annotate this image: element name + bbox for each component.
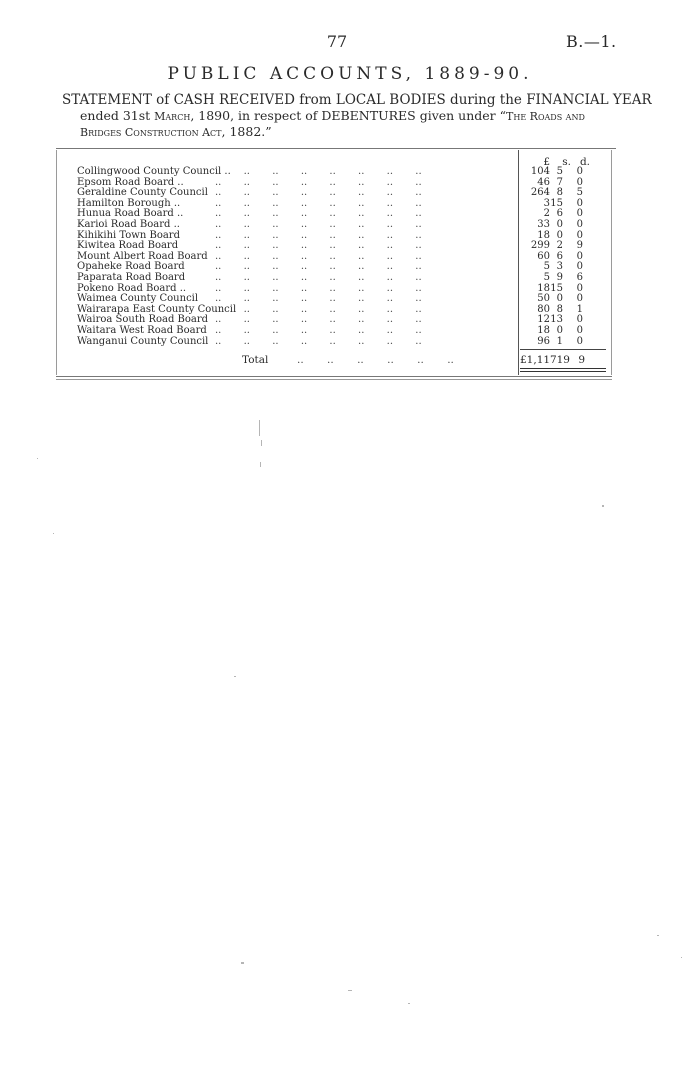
amount-shillings: 8 bbox=[556, 187, 563, 199]
amount-pence: 0 bbox=[576, 229, 583, 241]
local-body-name: Wanganui County Council bbox=[77, 335, 209, 347]
amount-shillings: 2 bbox=[556, 240, 563, 252]
table-row bbox=[77, 337, 617, 348]
amount-shillings: 0 bbox=[556, 229, 563, 241]
amount-pence: 0 bbox=[576, 218, 583, 230]
amount-pounds: 33 bbox=[537, 218, 550, 230]
amount-pence: 0 bbox=[576, 293, 583, 305]
local-body-name: Wairarapa East County Council bbox=[77, 303, 237, 315]
local-body-name: Collingwood County Council .. bbox=[77, 166, 231, 177]
total-shillings: 19 bbox=[556, 354, 570, 366]
leader-dots: .. .. .. .. .. .. .. .. bbox=[215, 198, 422, 209]
amount-pence: 0 bbox=[576, 208, 583, 220]
running-title: PUBLIC ACCOUNTS, 1889-90. bbox=[167, 64, 533, 84]
pounds-column-head: £ bbox=[543, 156, 550, 168]
heading-smallcaps: March bbox=[154, 110, 191, 123]
amount-pence: 0 bbox=[576, 314, 583, 326]
amount-pounds: 60 bbox=[537, 250, 550, 262]
leader-dots: .. .. .. .. .. .. .. .. bbox=[215, 219, 422, 230]
amount-shillings: 0 bbox=[556, 293, 563, 305]
total-row bbox=[77, 354, 617, 366]
heading-line-2 bbox=[62, 108, 622, 124]
amount-pounds: 299 bbox=[530, 240, 550, 252]
leader-dots: .. .. .. .. .. .. .. .. bbox=[215, 315, 422, 326]
amount-pounds: 264 bbox=[530, 187, 550, 199]
amount-pounds: 3 bbox=[543, 197, 550, 209]
heading-line-3 bbox=[62, 124, 622, 140]
amount-pence: 0 bbox=[576, 176, 583, 188]
amount-shillings: 0 bbox=[556, 324, 563, 336]
amount-pence: 0 bbox=[576, 250, 583, 262]
leader-dots: .. .. .. .. .. .. .. .. bbox=[215, 251, 422, 262]
local-body-name: Geraldine County Council bbox=[77, 187, 208, 199]
amount-pence: 0 bbox=[576, 197, 583, 209]
total-double-rule bbox=[520, 371, 606, 372]
amount-pence: 0 bbox=[576, 261, 583, 273]
amount-pounds: 5 bbox=[543, 271, 550, 283]
table-bottom-rule bbox=[56, 376, 612, 377]
amount-shillings: 6 bbox=[556, 250, 563, 262]
paper-reference: B.—1. bbox=[566, 32, 617, 51]
amount-pounds: 5 bbox=[543, 261, 550, 273]
leader-dots: .. .. .. .. .. .. .. .. bbox=[215, 177, 422, 188]
leader-dots: .. .. .. .. .. .. .. .. bbox=[215, 167, 422, 177]
heading-smallcaps: The Roads and bbox=[506, 110, 585, 123]
local-body-name: Paparata Road Board bbox=[77, 271, 186, 283]
leader-dots: .. .. .. .. .. .. .. .. bbox=[215, 325, 422, 336]
heading-line-1: STATEMENT of CASH RECEIVED from LOCAL BODIES during the FINANCIAL YEAR bbox=[62, 92, 652, 108]
amount-pence: 5 bbox=[576, 187, 583, 199]
pence-column-head: d. bbox=[579, 156, 590, 168]
table-row bbox=[77, 167, 617, 178]
amount-shillings: 13 bbox=[550, 314, 563, 326]
total-rule bbox=[520, 349, 606, 350]
amount-pence: 9 bbox=[576, 240, 583, 252]
local-body-name: Waitara West Road Board bbox=[77, 324, 207, 336]
table-row bbox=[77, 220, 617, 231]
amount-shillings: 0 bbox=[556, 218, 563, 230]
leader-dots: .. .. .. .. .. .. .. .. bbox=[215, 188, 422, 199]
heading-text: , 1890, in respect of DEBENTURES given under “ bbox=[190, 108, 507, 123]
statement-heading bbox=[62, 92, 652, 140]
leader-dots: .. .. .. .. .. .. .. .. bbox=[215, 304, 422, 315]
table-row bbox=[77, 326, 617, 337]
table-bottom-rule bbox=[56, 379, 612, 380]
total-double-rule bbox=[520, 368, 606, 369]
amount-shillings: 15 bbox=[550, 197, 563, 209]
amount-shillings: 9 bbox=[556, 271, 563, 283]
amount-pounds: 50 bbox=[537, 293, 550, 305]
amount-pounds: 12 bbox=[537, 314, 550, 326]
amount-pence: 0 bbox=[576, 166, 583, 177]
local-body-name: Hamilton Borough .. bbox=[77, 197, 181, 209]
leader-dots: .. .. .. .. .. .. .. .. bbox=[215, 272, 422, 283]
amount-shillings: 1 bbox=[556, 335, 563, 347]
amount-shillings: 3 bbox=[556, 261, 563, 273]
amount-pounds: 18 bbox=[537, 229, 550, 241]
total-pence: 9 bbox=[578, 354, 585, 366]
local-body-name: Kihikihi Town Board bbox=[77, 229, 180, 241]
leader-dots: .. .. .. .. .. .. .. .. bbox=[215, 336, 422, 347]
amount-pence: 0 bbox=[576, 282, 583, 294]
amount-shillings: 6 bbox=[556, 208, 563, 220]
local-body-name: Epsom Road Board .. bbox=[77, 176, 184, 188]
amount-pounds: 104 bbox=[530, 166, 550, 177]
heading-text: ended 31st bbox=[80, 108, 155, 123]
local-body-name: Wairoa South Road Board bbox=[77, 314, 209, 326]
total-pounds: £1,117 bbox=[520, 354, 557, 366]
amount-pounds: 18 bbox=[537, 282, 550, 294]
local-body-name: Karioi Road Board .. bbox=[77, 218, 180, 230]
table-row bbox=[77, 273, 617, 284]
amount-shillings: 5 bbox=[556, 166, 563, 177]
leader-dots: .. .. .. .. .. .. .. .. bbox=[215, 230, 422, 241]
leader-dots: .. .. .. .. .. .. .. .. bbox=[215, 294, 422, 305]
shillings-column-head: s. bbox=[562, 156, 571, 168]
leader-dots: .. .. .. .. .. .. .. .. bbox=[215, 262, 422, 273]
amount-pence: 6 bbox=[576, 271, 583, 283]
page-number: 77 bbox=[326, 32, 348, 51]
amount-pounds: 80 bbox=[537, 303, 550, 315]
heading-text: , 1882.” bbox=[221, 124, 272, 139]
leader-dots: .. .. .. .. .. .. .. .. bbox=[215, 283, 422, 294]
amount-pounds: 96 bbox=[537, 335, 550, 347]
amount-pounds: 18 bbox=[537, 324, 550, 336]
amount-pence: 1 bbox=[576, 303, 583, 315]
table-body bbox=[77, 167, 617, 347]
amount-pence: 0 bbox=[576, 324, 583, 336]
amount-pounds: 46 bbox=[537, 176, 550, 188]
amount-pounds: 2 bbox=[543, 208, 550, 220]
total-label: Total bbox=[242, 354, 269, 366]
local-body-name: Hunua Road Board .. bbox=[77, 208, 184, 220]
local-body-name: Kiwitea Road Board bbox=[77, 240, 179, 252]
table-left-rule bbox=[56, 150, 57, 375]
local-body-name: Opaheke Road Board bbox=[77, 261, 185, 273]
local-body-name: Pokeno Road Board .. bbox=[77, 282, 187, 294]
amount-shillings: 15 bbox=[550, 282, 563, 294]
local-body-name: Mount Albert Road Board bbox=[77, 250, 208, 262]
heading-smallcaps: Bridges Construction Act bbox=[80, 126, 222, 139]
amount-pence: 0 bbox=[576, 335, 583, 347]
leader-dots: .. .. .. .. .. .. bbox=[297, 354, 454, 366]
leader-dots: .. .. .. .. .. .. .. .. bbox=[215, 209, 422, 220]
amount-shillings: 8 bbox=[556, 303, 563, 315]
local-body-name: Waimea County Council bbox=[77, 293, 199, 305]
leader-dots: .. .. .. .. .. .. .. .. bbox=[215, 241, 422, 252]
amount-shillings: 7 bbox=[556, 176, 563, 188]
